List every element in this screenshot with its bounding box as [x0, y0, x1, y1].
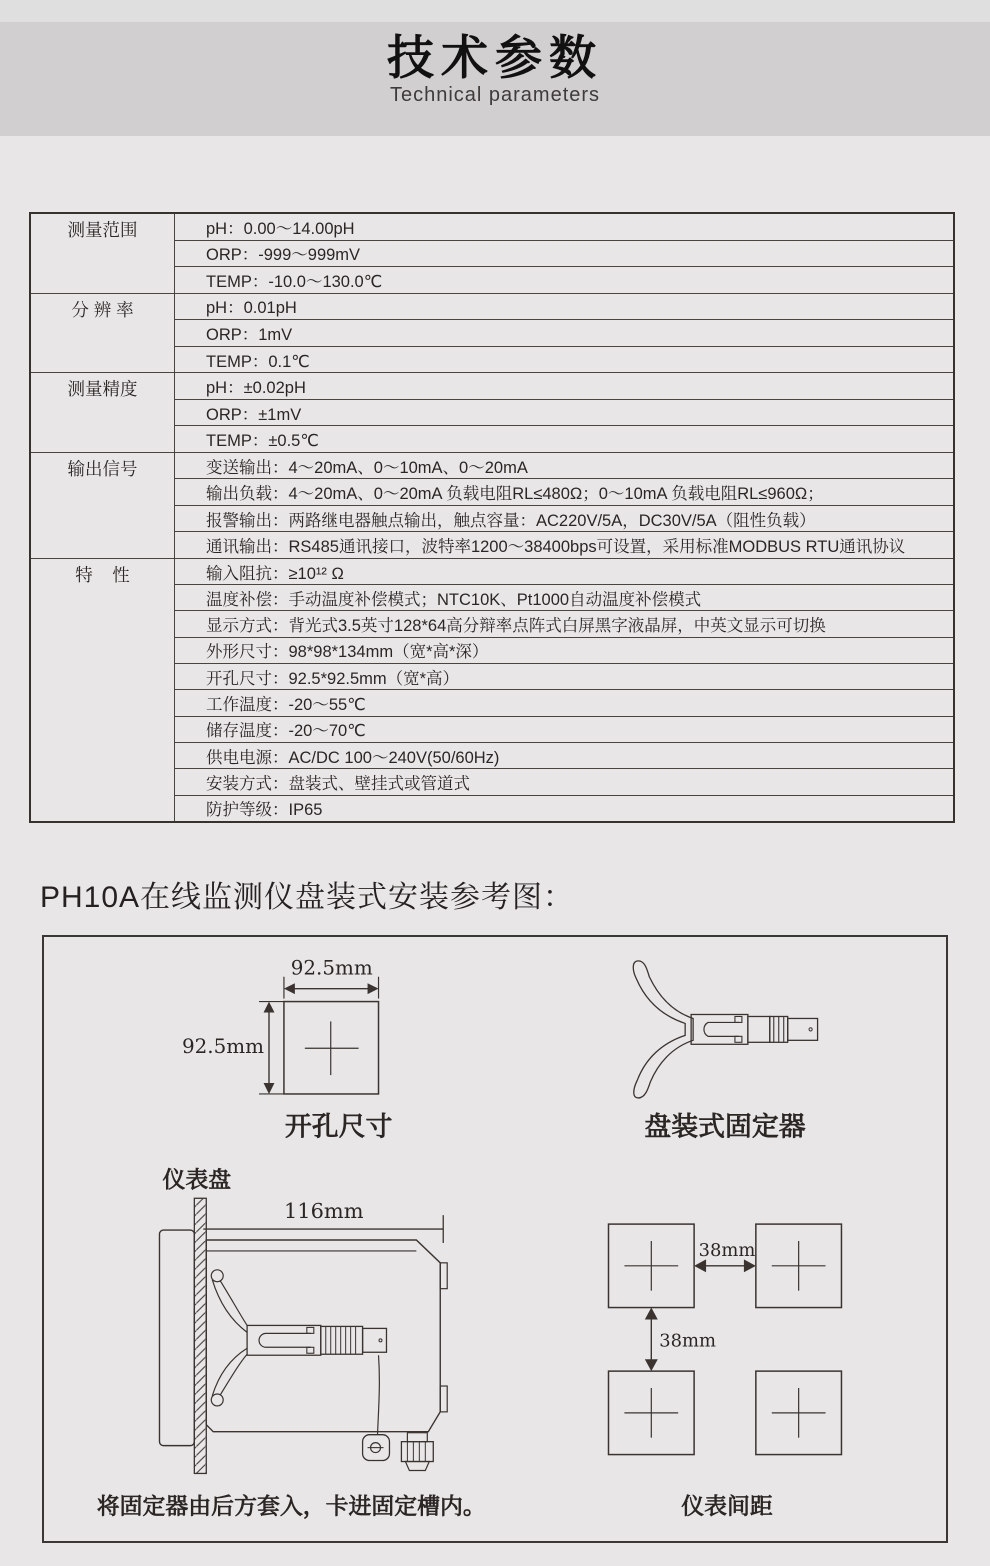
- spec-group: [31, 558, 953, 821]
- spec-row: 工作温度：-20～55℃: [175, 689, 953, 715]
- hole-width-label: 92.5mm: [290, 956, 373, 980]
- spec-row: TEMP：±0.5℃: [175, 425, 953, 452]
- hole-dimension-drawing: [182, 957, 393, 1142]
- spec-row: ORP：-999～999mV: [175, 240, 953, 267]
- spec-group-label: 特 性: [31, 559, 175, 821]
- spec-row: 输入阻抗：≥10¹² Ω: [206, 564, 344, 583]
- depth-label: 116mm: [283, 1199, 364, 1224]
- spacing-h-label: 38mm: [698, 1239, 756, 1261]
- fixer-caption: 盘装式固定器: [644, 1111, 806, 1142]
- spec-group-rows: [175, 453, 953, 558]
- spec-row: 温度补偿：手动温度补偿模式；NTC10K、Pt1000自动温度补偿模式: [175, 584, 953, 610]
- spec-row: 开孔尺寸：92.5*92.5mm（宽*高）: [175, 663, 953, 689]
- spec-group-label: 输出信号: [31, 453, 175, 558]
- spec-row: ORP：±1mV: [175, 399, 953, 426]
- spec-row: pH：0.01pH: [206, 299, 297, 318]
- hole-height-label: 92.5mm: [181, 1035, 265, 1059]
- spec-row: ORP：1mV: [175, 319, 953, 346]
- spec-group: [31, 372, 953, 452]
- instrument-spacing-drawing: [608, 1224, 841, 1519]
- panel-mount-side-view: [97, 1166, 486, 1520]
- spec-row: TEMP：0.1℃: [175, 346, 953, 373]
- spec-group-rows: [175, 294, 953, 373]
- top-strip: [0, 0, 990, 22]
- page-header: [0, 22, 990, 136]
- spec-group-rows: [175, 214, 953, 293]
- spec-row: 外形尺寸：98*98*134mm（宽*高*深）: [175, 637, 953, 663]
- cross-mark: [305, 1021, 359, 1075]
- page-title: 技术参数: [387, 31, 603, 84]
- spec-row: 报警输出：两路继电器触点输出，触点容量：AC220V/5A，DC30V/5A（阻性负载）: [175, 505, 953, 531]
- panel-label: 仪表盘: [162, 1166, 232, 1193]
- installation-diagram-svg: [44, 937, 946, 1541]
- spec-group-rows: [175, 559, 953, 821]
- spec-row: 显示方式：背光式3.5英寸128*64高分辩率点阵式白屏黑字液晶屏，中英文显示可切换: [175, 610, 953, 636]
- spec-group-rows: [175, 373, 953, 452]
- spec-row: 通讯输出：RS485通讯接口，波特率1200～38400bps可设置，采用标准MODBUS RTU通讯协议: [175, 531, 953, 557]
- spec-row: TEMP：-10.0～130.0℃: [175, 266, 953, 293]
- spec-group-label: 测量范围: [31, 214, 175, 293]
- section-title: PH10A在线监测仪盘装式安装参考图：: [40, 881, 575, 914]
- fixer-drawing: [633, 961, 817, 1142]
- spacing-v-label: 38mm: [659, 1330, 717, 1352]
- spec-row: 供电电源：AC/DC 100～240V(50/60Hz): [175, 742, 953, 768]
- installation-diagram: [42, 935, 948, 1543]
- spec-row: 防护等级：IP65: [175, 795, 953, 821]
- mount-caption: 将固定器由后方套入，卡进固定槽内。: [96, 1493, 486, 1520]
- page-subtitle: Technical parameters: [389, 83, 601, 106]
- spec-row: 储存温度：-20～70℃: [175, 716, 953, 742]
- spec-group: [31, 293, 953, 373]
- spec-group-label: 测量精度: [31, 373, 175, 452]
- hole-caption: 开孔尺寸: [284, 1111, 393, 1142]
- spec-group-label: 分 辨 率: [31, 294, 175, 373]
- spec-row: pH：±0.02pH: [206, 379, 306, 398]
- spec-row: pH：0.00～14.00pH: [206, 219, 355, 238]
- spec-row: 变送输出：4～20mA、0～10mA、0～20mA: [206, 458, 528, 477]
- spec-table: [29, 212, 955, 823]
- spacing-caption: 仪表间距: [681, 1493, 773, 1520]
- spec-group: [31, 214, 953, 293]
- spec-row: 安装方式：盘装式、壁挂式或管道式: [175, 768, 953, 794]
- spec-row: 输出负载：4～20mA、0～20mA 负载电阻RL≤480Ω；0～10mA 负载电阻RL≤960Ω；: [175, 478, 953, 504]
- spec-group: [31, 452, 953, 558]
